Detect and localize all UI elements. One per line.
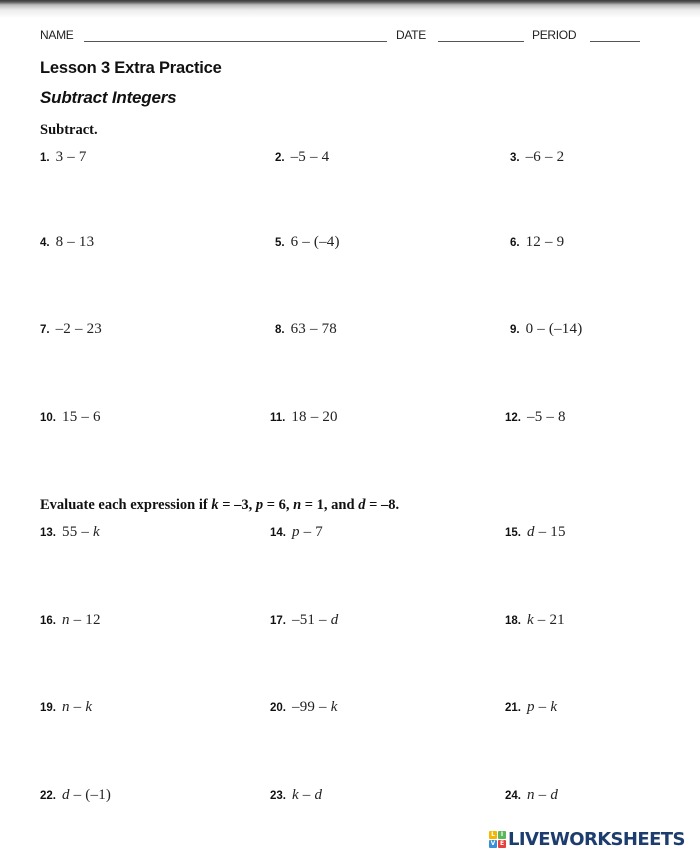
problem-19: 19. n – k xyxy=(40,699,93,715)
problem-12: 12. –5 – 8 xyxy=(505,409,566,425)
name-label: NAME xyxy=(40,28,74,42)
logo-block-e: E xyxy=(499,839,505,847)
date-field-line[interactable] xyxy=(438,41,524,42)
logo-block-i: I xyxy=(498,831,506,839)
section-heading-evaluate xyxy=(40,497,399,514)
problem-2: 2. –5 – 4 xyxy=(275,149,330,165)
lesson-title: Lesson 3 Extra Practice xyxy=(40,59,222,77)
liveworksheets-logo[interactable] xyxy=(489,829,685,849)
problem-3: 3. –6 – 2 xyxy=(510,149,565,165)
problem-10: 10. 15 – 6 xyxy=(40,409,101,425)
problem-20: 20. –99 – k xyxy=(270,699,338,715)
problem-17: 17. –51 – d xyxy=(270,612,339,628)
problem-24: 24. n – d xyxy=(505,787,559,803)
problem-13: 13. 55 – k xyxy=(40,524,100,540)
name-field-line[interactable] xyxy=(84,41,387,42)
logo-text: LIVEWORKSHEETS xyxy=(508,828,685,850)
top-edge-shadow xyxy=(0,0,700,18)
evaluate-heading-prefix: Evaluate each expression if xyxy=(40,497,212,513)
problem-4: 4. 8 – 13 xyxy=(40,234,95,250)
lesson-subtitle: Subtract Integers xyxy=(40,88,177,107)
problem-15: 15. d – 15 xyxy=(505,524,566,540)
date-label: DATE xyxy=(396,28,426,42)
problem-18: 18. k – 21 xyxy=(505,612,565,628)
problem-21: 21. p – k xyxy=(505,699,558,715)
period-field-line[interactable] xyxy=(590,41,640,42)
problem-1: 1. 3 – 7 xyxy=(40,149,87,165)
problem-23: 23. k – d xyxy=(270,787,323,803)
problem-5: 5. 6 – (–4) xyxy=(275,234,340,250)
problem-16: 16. n – 12 xyxy=(40,612,101,628)
problem-22: 22. d – (–1) xyxy=(40,787,112,803)
section-heading-subtract: Subtract. xyxy=(40,122,98,138)
period-label: PERIOD xyxy=(532,28,577,42)
problem-11: 11. 18 – 20 xyxy=(270,409,338,425)
logo-block-v: V xyxy=(490,839,496,847)
problem-8: 8. 63 – 78 xyxy=(275,321,337,337)
evaluate-heading-variables: k = –3, p = 6, n = 1, and d = –8. xyxy=(211,497,400,513)
logo-block-l: L xyxy=(489,831,497,839)
problem-9: 9. 0 – (–14) xyxy=(510,321,583,337)
problem-6: 6. 12 – 9 xyxy=(510,234,565,250)
problem-7: 7. –2 – 23 xyxy=(40,321,102,337)
student-info-header xyxy=(40,27,650,45)
live-blocks-icon xyxy=(489,831,506,848)
problem-14: 14. p – 7 xyxy=(270,524,324,540)
